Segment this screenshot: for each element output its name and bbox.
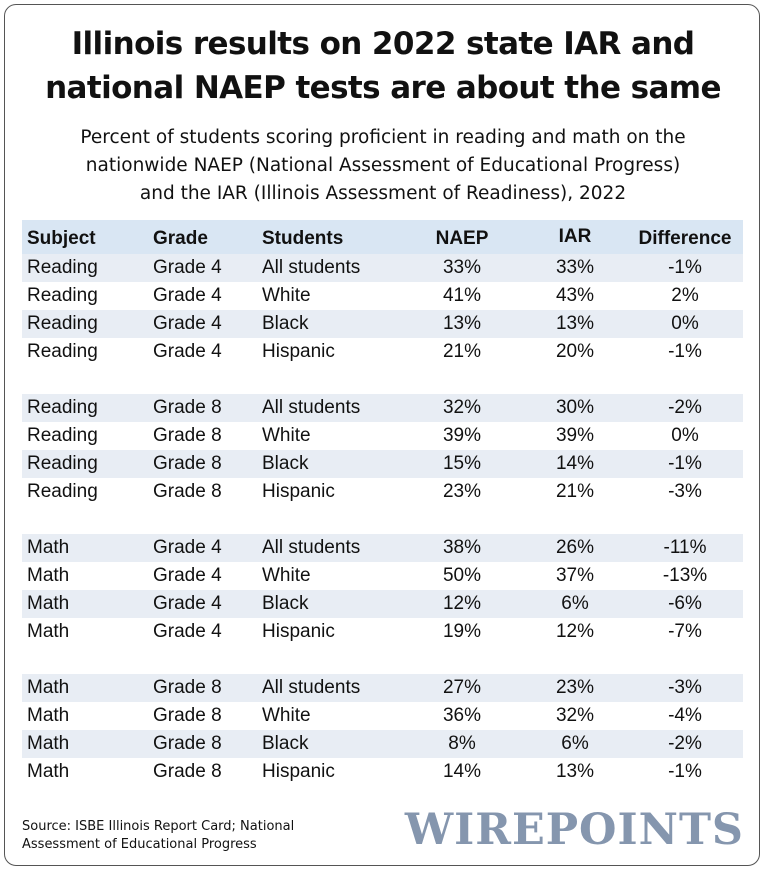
cell-iar: 14% xyxy=(555,453,595,474)
subtitle-line-3: and the IAR (Illinois Assessment of Readiness), 2022 xyxy=(139,183,627,204)
cell-naep: 32% xyxy=(442,397,482,418)
cell-difference: -2% xyxy=(668,397,702,418)
source-line-2: Assessment of Educational Progress xyxy=(22,837,257,852)
column-header-grade: Grade xyxy=(153,228,208,249)
cell-iar: 23% xyxy=(555,677,595,698)
table-row xyxy=(22,618,743,646)
cell-subject: Math xyxy=(27,761,70,782)
table-row xyxy=(22,282,743,310)
chart-title xyxy=(0,22,766,110)
cell-iar: 30% xyxy=(555,397,595,418)
cell-students: All students xyxy=(262,397,361,418)
cell-students: White xyxy=(262,425,311,446)
cell-iar: 20% xyxy=(555,341,595,362)
cell-grade: Grade 8 xyxy=(153,453,222,474)
table-row xyxy=(22,310,743,338)
table-row xyxy=(22,590,743,618)
cell-grade: Grade 4 xyxy=(153,341,222,362)
table-row xyxy=(22,254,743,282)
table-header-row xyxy=(22,220,743,254)
cell-subject: Reading xyxy=(27,453,98,474)
cell-subject: Reading xyxy=(27,285,98,306)
cell-iar: 12% xyxy=(555,621,595,642)
cell-students: White xyxy=(262,565,311,586)
table-row xyxy=(22,478,743,506)
cell-grade: Grade 4 xyxy=(153,593,222,614)
cell-difference: 0% xyxy=(671,313,699,334)
title-line-2: national NAEP tests are about the same xyxy=(45,70,721,106)
cell-subject: Math xyxy=(27,621,70,642)
cell-difference: -6% xyxy=(668,593,702,614)
cell-grade: Grade 4 xyxy=(153,313,222,334)
table-row xyxy=(22,674,743,702)
cell-students: All students xyxy=(262,537,361,558)
cell-difference: -3% xyxy=(668,481,702,502)
table-row xyxy=(22,730,743,758)
cell-iar: 43% xyxy=(555,285,595,306)
cell-naep: 36% xyxy=(442,705,482,726)
cell-grade: Grade 4 xyxy=(153,621,222,642)
cell-difference: -1% xyxy=(668,257,702,278)
source-note xyxy=(22,818,294,854)
cell-iar: 26% xyxy=(555,537,595,558)
cell-difference: -7% xyxy=(668,621,702,642)
group-spacer xyxy=(22,366,743,394)
cell-subject: Reading xyxy=(27,425,98,446)
cell-naep: 23% xyxy=(442,481,482,502)
cell-subject: Math xyxy=(27,565,70,586)
cell-subject: Math xyxy=(27,677,70,698)
cell-students: Black xyxy=(262,313,309,334)
cell-iar: 13% xyxy=(555,313,595,334)
cell-naep: 14% xyxy=(442,761,482,782)
cell-students: White xyxy=(262,705,311,726)
cell-iar: 33% xyxy=(555,257,595,278)
cell-difference: -11% xyxy=(663,537,707,558)
cell-naep: 39% xyxy=(442,425,482,446)
cell-subject: Reading xyxy=(27,257,98,278)
column-header-students: Students xyxy=(262,228,344,249)
cell-subject: Math xyxy=(27,705,70,726)
cell-subject: Reading xyxy=(27,481,98,502)
cell-grade: Grade 8 xyxy=(153,677,222,698)
table-row xyxy=(22,702,743,730)
cell-subject: Math xyxy=(27,537,70,558)
chart-subtitle xyxy=(0,124,766,208)
cell-grade: Grade 8 xyxy=(153,733,222,754)
cell-difference: -1% xyxy=(668,761,702,782)
column-header-naep: NAEP xyxy=(435,228,489,249)
cell-naep: 13% xyxy=(442,313,482,334)
cell-difference: 2% xyxy=(671,285,699,306)
table-row xyxy=(22,394,743,422)
table-row xyxy=(22,758,743,786)
cell-difference: -1% xyxy=(668,341,702,362)
source-line-1: Source: ISBE Illinois Report Card; National xyxy=(22,819,295,834)
cell-subject: Math xyxy=(27,593,70,614)
table-row xyxy=(22,562,743,590)
cell-naep: 27% xyxy=(442,677,482,698)
cell-students: All students xyxy=(262,257,361,278)
group-spacer xyxy=(22,646,743,674)
cell-students: Hispanic xyxy=(262,621,335,642)
cell-iar: 21% xyxy=(555,481,595,502)
cell-difference: -4% xyxy=(668,705,702,726)
cell-grade: Grade 8 xyxy=(153,425,222,446)
cell-students: Black xyxy=(262,453,309,474)
cell-grade: Grade 8 xyxy=(153,397,222,418)
cell-naep: 15% xyxy=(442,453,482,474)
cell-iar: 32% xyxy=(555,705,595,726)
wirepoints-logo: WIREPOINTS xyxy=(404,805,744,855)
cell-iar: 39% xyxy=(555,425,595,446)
cell-naep: 12% xyxy=(442,593,482,614)
group-spacer xyxy=(22,506,743,534)
cell-students: Hispanic xyxy=(262,761,335,782)
subtitle-line-1: Percent of students scoring proficient in reading and math on the xyxy=(80,127,686,148)
cell-naep: 19% xyxy=(442,621,482,642)
cell-naep: 50% xyxy=(442,565,482,586)
cell-grade: Grade 4 xyxy=(153,537,222,558)
cell-grade: Grade 4 xyxy=(153,285,222,306)
cell-students: Black xyxy=(262,593,309,614)
table-row xyxy=(22,534,743,562)
cell-students: White xyxy=(262,285,311,306)
cell-difference: -3% xyxy=(668,677,702,698)
subtitle-line-2: nationwide NAEP (National Assessment of Educational Progress) xyxy=(85,155,681,176)
table-body xyxy=(22,254,743,786)
cell-naep: 41% xyxy=(442,285,482,306)
cell-students: All students xyxy=(262,677,361,698)
cell-naep: 21% xyxy=(442,341,482,362)
cell-naep: 33% xyxy=(442,257,482,278)
cell-grade: Grade 8 xyxy=(153,705,222,726)
cell-subject: Reading xyxy=(27,341,98,362)
cell-naep: 38% xyxy=(442,537,482,558)
cell-subject: Math xyxy=(27,733,70,754)
cell-students: Hispanic xyxy=(262,341,335,362)
cell-iar: 6% xyxy=(561,733,589,754)
column-header-difference: Difference xyxy=(638,228,732,249)
column-header-subject: Subject xyxy=(27,228,96,249)
cell-grade: Grade 4 xyxy=(153,257,222,278)
cell-difference: -2% xyxy=(668,733,702,754)
cell-iar: 37% xyxy=(555,565,595,586)
cell-naep: 8% xyxy=(448,733,476,754)
table-row xyxy=(22,338,743,366)
cell-grade: Grade 4 xyxy=(153,565,222,586)
cell-iar: 6% xyxy=(561,593,589,614)
cell-subject: Reading xyxy=(27,313,98,334)
cell-subject: Reading xyxy=(27,397,98,418)
cell-difference: 0% xyxy=(671,425,699,446)
title-line-1: Illinois results on 2022 state IAR and xyxy=(71,26,695,62)
column-header-iar: IAR xyxy=(558,226,592,247)
data-table xyxy=(22,220,743,786)
cell-students: Black xyxy=(262,733,309,754)
cell-grade: Grade 8 xyxy=(153,481,222,502)
cell-difference: -13% xyxy=(662,565,708,586)
table-row xyxy=(22,450,743,478)
table-row xyxy=(22,422,743,450)
cell-difference: -1% xyxy=(668,453,702,474)
cell-grade: Grade 8 xyxy=(153,761,222,782)
cell-iar: 13% xyxy=(555,761,595,782)
cell-students: Hispanic xyxy=(262,481,335,502)
